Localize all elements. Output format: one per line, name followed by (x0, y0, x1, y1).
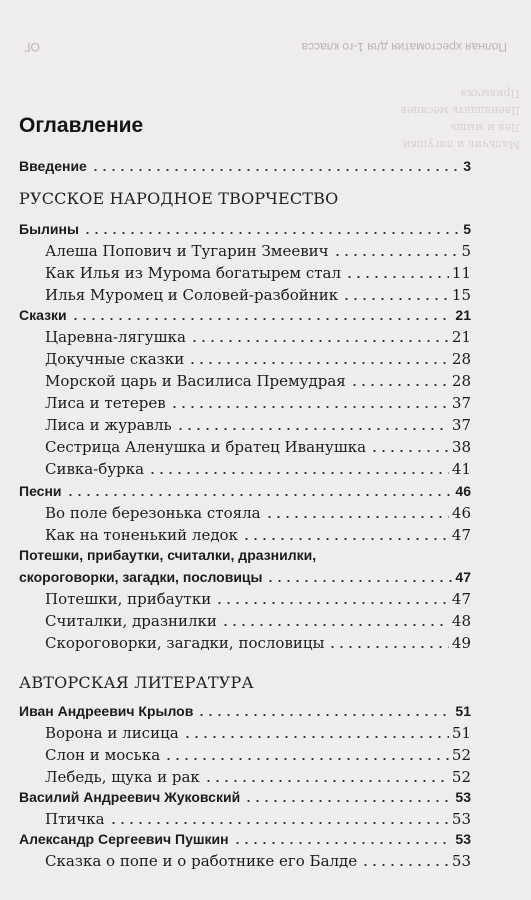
toc-entry-intro[interactable]: Введение 3 (19, 158, 471, 174)
toc-entry[interactable]: Сестрица Аленушка и братец Иванушка 38 (45, 438, 471, 456)
toc-entry-group-line1[interactable]: Потешки, прибаутки, считалки, дразнилки, (19, 547, 317, 563)
running-head-show-through (0, 40, 531, 54)
toc-entry-group[interactable]: Александр Сергеевич Пушкин 53 (19, 831, 471, 847)
toc-entry[interactable]: Слон и моська 52 (45, 746, 471, 764)
bleed-line: Лев и мышь (450, 121, 520, 134)
toc-entry[interactable]: Лиса и журавль 37 (45, 416, 471, 434)
toc-entry[interactable]: Потешки, прибаутки 47 (45, 590, 471, 608)
toc-entry[interactable]: Лебедь, щука и рак 52 (45, 768, 471, 786)
toc-entry[interactable]: Как на тоненький ледок 47 (45, 526, 471, 544)
section-heading-authors: АВТОРСКАЯ ЛИТЕРАТУРА (19, 673, 254, 692)
show-through-text (300, 85, 520, 153)
toc-entry[interactable]: Как Илья из Мурома богатырем стал 11 (45, 264, 471, 282)
bleed-line: Мальчик и лягушки (402, 138, 520, 151)
toc-entry[interactable]: Илья Муромец и Соловей-разбойник 15 (45, 286, 471, 304)
toc-entry[interactable]: Скороговорки, загадки, пословицы 49 (45, 634, 471, 652)
toc-entry-group[interactable]: Иван Андреевич Крылов 51 (19, 703, 471, 719)
toc-entry[interactable]: Сивка-бурка 41 (45, 460, 471, 478)
toc-entry[interactable]: Царевна-лягушка 21 (45, 328, 471, 346)
toc-entry[interactable]: Во поле березонька стояла 46 (45, 504, 471, 522)
running-head-left: Полная хрестоматия для 1-го класса (301, 40, 507, 54)
running-head-right: ОГ (24, 40, 40, 54)
toc-entry[interactable]: Сказка о попе и о работнике его Балде 53 (45, 852, 471, 870)
bleed-line: Двенадцать месяцев (400, 104, 520, 117)
toc-title: Оглавление (19, 114, 144, 137)
toc-entry-group[interactable]: Василий Андреевич Жуковский 53 (19, 789, 471, 805)
toc-entry[interactable]: Докучные сказки 28 (45, 350, 471, 368)
bleed-line: Привычка (460, 87, 520, 100)
toc-entry[interactable]: Ворона и лисица 51 (45, 724, 471, 742)
toc-entry[interactable]: Птичка 53 (45, 810, 471, 828)
toc-entry-group[interactable]: Песни 46 (19, 483, 471, 499)
toc-entry[interactable]: Лиса и тетерев 37 (45, 394, 471, 412)
toc-entry[interactable]: Считалки, дразнилки 48 (45, 612, 471, 630)
toc-entry[interactable]: Алеша Попович и Тугарин Змеевич 5 (45, 242, 471, 260)
toc-entry-group[interactable]: Сказки 21 (19, 307, 471, 323)
leader-dots (91, 169, 460, 171)
toc-entry[interactable]: Морской царь и Василиса Премудрая 28 (45, 372, 471, 390)
toc-entry-group[interactable]: Былины 5 (19, 221, 471, 237)
section-heading-folk: РУССКОЕ НАРОДНОЕ ТВОРЧЕСТВО (19, 189, 339, 208)
toc-entry-group[interactable]: скороговорки, загадки, пословицы 47 (19, 569, 471, 585)
